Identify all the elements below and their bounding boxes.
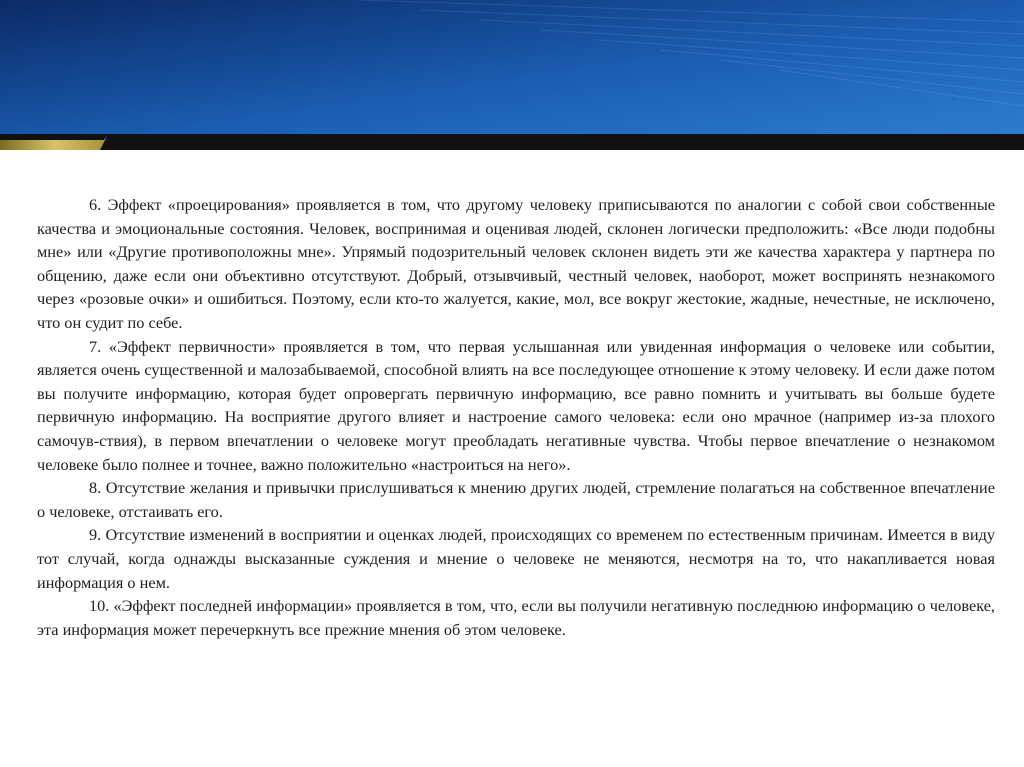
paragraph-6: 6. Эффект «проецирования» проявляется в том, что другому человеку приписываются по аналогии с собой свои собственные качества и эмоциональные состояния. Человек, воспринимая и оценивая людей, склонен логически предположить: «Все люди подобны мне» или «Другие противоположны мне». Упрямый подозрительный человек склонен видеть эти же качества характера у партнера по общению, даже если они объективно отсутствуют. Добрый, отзывчивый, честный человек, наоборот, может воспринять незнакомого через «розовые очки» и ошибиться. Поэтому, если кто-то жалуется, какие, мол, все вокруг жестокие, жадные, нечестные, не исключено, что он судит по себе. <box>37 195 995 332</box>
paragraph-7: 7. «Эффект первичности» проявляется в том, что первая услышанная или увиденная информация о человеке или событии, является очень существенной и малозабываемой, способной влиять на все последующее отношение к этому человеку. И если даже потом вы получите информацию, которая будет опровергать первичную информацию, все равно помнить и учитывать вы больше будете первичную информацию. На восприятие другого влияет и настроение самого человека: если оно мрачное (например из-за плохого самочув-ствия), в первом впечатлении о человеке могут преобладать негативные чувства. Чтобы первое впечатление о незнакомом человеке было полнее и точнее, важно положительно «настроиться на него». <box>37 336 995 474</box>
paragraph-9: 9. Отсутствие изменений в восприятии и оценках людей, происходящих со временем по естественным причинам. Имеется в виду тот случай, когда однажды высказанные суждения и мнение о человеке не меняются, несмотря на то, что накапливается новая информация о нем. <box>37 525 995 592</box>
header-decoration <box>0 0 1024 150</box>
paragraph-10: 10. «Эффект последней информации» проявляется в том, что, если вы получили негативную последнюю информацию о человеке, эта информация может перечеркнуть все прежние мнения об этом человеке. <box>37 596 995 639</box>
slide-header-band <box>0 0 1024 150</box>
header-black-band <box>100 134 1024 150</box>
paragraph-8: 8. Отсутствие желания и привычки прислушиваться к мнению других людей, стремление полагаться на собственное впечатление о человеке, отстаивать его. <box>37 478 995 521</box>
slide-body-text <box>37 193 995 641</box>
header-blue-background <box>0 0 1024 150</box>
